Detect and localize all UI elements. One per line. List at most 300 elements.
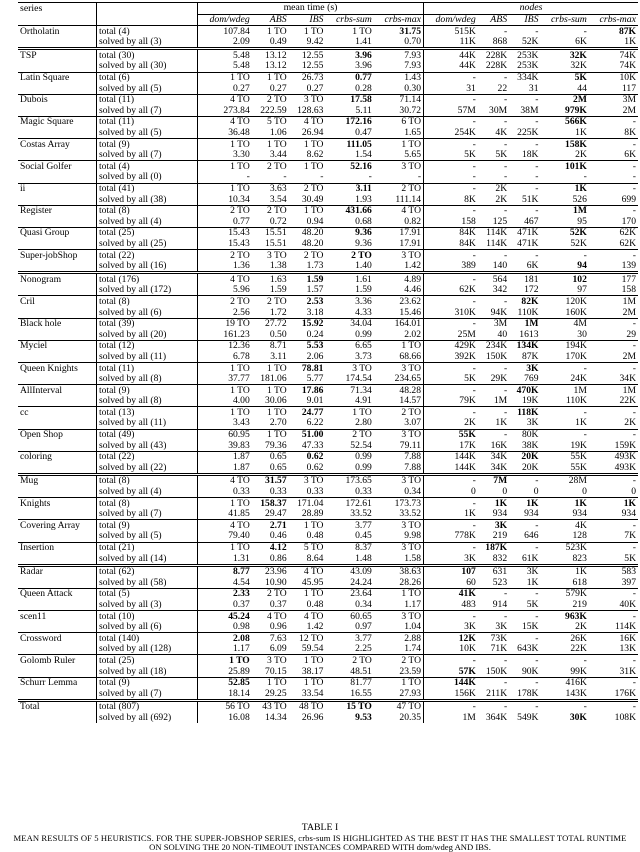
time-cell: 1 TO	[289, 139, 326, 150]
time-cell: 26.73	[289, 72, 326, 83]
nodes-cell: 832	[492, 552, 508, 564]
nodes-cell: 71K	[490, 643, 508, 655]
series-name: Magic Square	[18, 116, 97, 127]
time-cell: 52.16	[325, 161, 373, 172]
nodes-cell: 934	[572, 508, 587, 520]
nodes-cell: 44	[577, 82, 587, 94]
nodes-cell: -	[509, 250, 540, 261]
time-cell: 48.51	[350, 665, 372, 677]
time-cell: 2.71	[252, 520, 289, 531]
time-cell: 3.30	[232, 149, 250, 161]
time-cell: 161.23	[223, 328, 250, 340]
col-header: crbs-sum	[325, 14, 373, 26]
table-row	[18, 205, 638, 216]
series-name: Open Shop	[18, 429, 97, 440]
time-cell: -	[368, 171, 372, 183]
table-row	[18, 216, 638, 227]
col-header: IBS	[509, 14, 540, 26]
time-cell: 27.72	[252, 318, 289, 329]
nodes-cell: 125	[492, 215, 508, 227]
nodes-cell: 4K	[495, 127, 508, 139]
time-cell: 78.81	[289, 363, 326, 374]
time-cell: 47 TO	[374, 700, 424, 712]
time-cell: 1.06	[269, 127, 287, 139]
table-row	[18, 588, 638, 599]
table-row	[18, 238, 638, 249]
table-row	[18, 599, 638, 610]
row-label: total (39)	[97, 318, 198, 329]
row-label: total (9)	[97, 520, 198, 531]
nodes-cell: 134K	[509, 340, 540, 351]
table-row	[18, 83, 638, 94]
time-cell: 0.28	[355, 82, 372, 94]
time-cell: 12 TO	[289, 633, 326, 644]
table-row	[18, 462, 638, 474]
time-cell: 0.33	[269, 486, 287, 498]
nodes-cell: 1M	[462, 711, 476, 723]
time-cell: 1.48	[355, 552, 372, 564]
time-cell: 1.63	[252, 273, 289, 285]
time-cell: 0.68	[355, 215, 372, 227]
time-cell: 1.74	[374, 644, 424, 655]
nodes-cell: 158	[461, 215, 476, 227]
nodes-cell: -	[509, 205, 540, 216]
time-cell: 29.25	[265, 687, 287, 699]
time-cell: 12.55	[289, 49, 326, 61]
nodes-cell: -	[509, 611, 540, 622]
table-row	[18, 655, 638, 666]
time-cell: 1 TO	[198, 72, 252, 83]
time-cell: 3 TO	[374, 611, 424, 622]
nodes-cell: -	[472, 171, 476, 183]
nodes-cell: -	[424, 520, 478, 531]
nodes-cell: 643K	[517, 643, 539, 655]
row-label: solved by all (22)	[97, 462, 198, 474]
nodes-cell: -	[589, 205, 638, 216]
nodes-cell: 32K	[540, 49, 588, 61]
row-label: solved by all (18)	[97, 666, 198, 677]
row-label: solved by all (6)	[97, 622, 198, 633]
nodes-cell: 228K	[478, 49, 509, 61]
time-cell: 5.96	[232, 284, 250, 296]
series-name: Social Golfer	[18, 161, 97, 172]
nodes-cell: 618	[572, 576, 587, 588]
nodes-cell: 139	[621, 260, 636, 272]
table-row	[18, 105, 638, 116]
time-cell: 1 TO	[198, 183, 252, 194]
nodes-cell: -	[589, 542, 638, 553]
nodes-cell: 29	[626, 328, 636, 340]
time-cell: 8.37	[325, 542, 373, 553]
time-cell: 25.89	[228, 665, 250, 677]
nodes-cell: -	[509, 94, 540, 105]
nodes-cell: -	[424, 407, 478, 418]
nodes-cell: 150K	[485, 665, 508, 677]
time-cell: 3 TO	[252, 655, 289, 666]
table-row	[18, 577, 638, 588]
row-label: solved by all (38)	[97, 194, 198, 205]
nodes-cell: 483	[461, 598, 476, 610]
time-cell: 3 TO	[374, 474, 424, 486]
nodes-cell: 3K	[526, 417, 539, 429]
table-row	[18, 474, 638, 486]
nodes-cell: 219	[572, 598, 587, 610]
time-cell: 2 TO	[374, 183, 424, 194]
nodes-cell: 0	[471, 486, 476, 498]
nodes-cell: 310K	[454, 306, 476, 318]
nodes-cell: 30M	[489, 104, 508, 116]
nodes-cell: -	[424, 72, 478, 83]
time-cell: 3.63	[252, 183, 289, 194]
time-cell: 4 TO	[198, 116, 252, 127]
nodes-cell: -	[589, 588, 638, 599]
series-name: Mug	[18, 474, 97, 486]
row-label: total (9)	[97, 139, 198, 150]
time-cell: 1 TO	[289, 205, 326, 216]
time-cell: 2.08	[198, 633, 252, 644]
time-cell: 43 TO	[252, 700, 289, 712]
row-label: total (22)	[97, 250, 198, 261]
nodes-cell: 57M	[457, 104, 476, 116]
nodes-cell: -	[509, 633, 540, 644]
nodes-cell: 429K	[424, 340, 478, 351]
time-cell: 1 TO	[198, 407, 252, 418]
nodes-cell: 3K	[495, 621, 508, 633]
time-cell: 4.46	[374, 285, 424, 296]
nodes-cell: 19K	[570, 439, 587, 451]
time-cell: 2.88	[374, 633, 424, 644]
time-cell: 0.65	[269, 461, 287, 473]
time-cell: 4 TO	[198, 474, 252, 486]
nodes-cell: 2K	[495, 193, 508, 205]
table-row	[18, 418, 638, 429]
nodes-cell: 22K	[619, 395, 636, 407]
time-cell: 12.36	[198, 340, 252, 351]
time-cell: 0.96	[269, 621, 287, 633]
nodes-cell: 170	[621, 215, 636, 227]
nodes-cell: 41K	[424, 588, 478, 599]
time-cell: 10.34	[228, 193, 250, 205]
time-cell: 4.33	[355, 306, 372, 318]
time-cell: 31.75	[374, 26, 424, 37]
table-row	[18, 351, 638, 362]
nodes-cell: -	[509, 116, 540, 127]
series-name: AllInterval	[18, 385, 97, 396]
time-cell: 0.48	[306, 530, 324, 542]
nodes-cell: 52K	[570, 237, 587, 249]
time-cell: 0.70	[374, 37, 424, 49]
nodes-cell: 1M	[589, 385, 638, 396]
table-row	[18, 26, 638, 37]
time-cell: 4 TO	[289, 611, 326, 622]
time-cell: 3 TO	[252, 250, 289, 261]
nodes-cell: -	[509, 588, 540, 599]
time-cell: 0.65	[252, 451, 289, 462]
time-cell: 1 TO	[374, 139, 424, 150]
table-row	[18, 396, 638, 407]
nodes-cell: 493K	[614, 461, 636, 473]
row-label: total (4)	[97, 161, 198, 172]
row-label: solved by all (3)	[97, 37, 198, 49]
nodes-header: nodes	[424, 3, 638, 15]
time-cell: 1.57	[306, 284, 324, 296]
nodes-cell: 177	[589, 273, 638, 285]
table-row	[18, 429, 638, 440]
nodes-cell: 583	[589, 565, 638, 577]
nodes-cell: 94	[577, 260, 587, 272]
time-cell: 1.17	[232, 643, 250, 655]
nodes-cell: -	[540, 363, 588, 374]
nodes-cell: 10K	[589, 72, 638, 83]
time-cell: 5.48	[198, 49, 252, 61]
nodes-cell: -	[424, 273, 478, 285]
nodes-cell: 364K	[485, 711, 508, 723]
nodes-cell: 225K	[517, 127, 539, 139]
nodes-cell: 8K	[464, 193, 476, 205]
nodes-cell: 90K	[521, 665, 539, 677]
table-row	[18, 565, 638, 577]
time-cell: 30.72	[374, 105, 424, 116]
nodes-cell: 40K	[619, 598, 636, 610]
nodes-cell: 3K	[464, 621, 476, 633]
time-cell: 173.65	[325, 474, 373, 486]
series-header: series	[18, 3, 97, 15]
time-cell: 1.31	[232, 552, 250, 564]
nodes-cell: 15K	[521, 621, 539, 633]
row-label: total (41)	[97, 183, 198, 194]
time-cell: 30.06	[265, 395, 287, 407]
time-cell: 1 TO	[252, 139, 289, 150]
time-cell: 1 TO	[198, 139, 252, 150]
row-label: total (140)	[97, 633, 198, 644]
time-cell: 81.77	[325, 677, 373, 688]
col-header: ABS	[252, 14, 289, 26]
col-header: dom/wdeg	[424, 14, 478, 26]
time-cell: 34.04	[325, 318, 373, 329]
time-cell: 1 TO	[289, 677, 326, 688]
table-row	[18, 374, 638, 385]
time-cell: 4.00	[232, 395, 250, 407]
nodes-cell: 140	[492, 260, 508, 272]
nodes-cell: 107	[424, 565, 478, 577]
nodes-cell: 178K	[517, 687, 539, 699]
time-cell: 0.37	[269, 598, 287, 610]
nodes-cell: 114K	[615, 621, 636, 633]
nodes-cell: -	[424, 318, 478, 329]
nodes-cell: -	[589, 611, 638, 622]
series-name: Insertion	[18, 542, 97, 553]
time-cell: 5.48	[232, 60, 250, 72]
nodes-cell: 55K	[570, 461, 587, 473]
time-cell: 1.65	[374, 128, 424, 139]
row-label: total (25)	[97, 655, 198, 666]
table-row	[18, 509, 638, 520]
time-cell: 70.15	[265, 665, 287, 677]
nodes-cell: 150K	[485, 350, 508, 362]
time-cell: 1 TO	[374, 677, 424, 688]
time-cell: 9.36	[355, 237, 372, 249]
table-row	[18, 644, 638, 655]
nodes-cell: 211K	[486, 687, 508, 699]
nodes-cell: 493K	[589, 451, 638, 462]
caption-line-2: ON SOLVING THE 20 NON-TIMEOUT INSTANCES COMPARED WITH dom/wdeg AND IBS.	[149, 842, 491, 852]
time-cell: 3 TO	[374, 250, 424, 261]
time-cell: 0.27	[306, 82, 324, 94]
nodes-cell: 194K	[540, 340, 588, 351]
nodes-cell: 467	[524, 215, 539, 227]
nodes-cell: -	[424, 498, 478, 509]
time-cell: 1 TO	[198, 655, 252, 666]
nodes-cell: -	[509, 677, 540, 688]
time-cell: 1 TO	[289, 161, 326, 172]
time-cell: 172.61	[325, 498, 373, 509]
header-row-2	[18, 14, 638, 26]
row-label: total (62)	[97, 565, 198, 577]
nodes-cell: 868	[492, 36, 508, 48]
nodes-cell: 6K	[575, 36, 587, 48]
nodes-cell: -	[503, 171, 508, 183]
nodes-cell: 52K	[521, 36, 539, 48]
nodes-cell: -	[540, 407, 588, 418]
time-cell: 1 TO	[374, 340, 424, 351]
row-label: total (49)	[97, 429, 198, 440]
nodes-cell: -	[509, 700, 540, 712]
time-cell: 27.93	[374, 688, 424, 700]
table-row	[18, 285, 638, 296]
time-cell: 0.50	[269, 328, 287, 340]
nodes-cell: 80K	[509, 429, 540, 440]
nodes-cell: 52K	[540, 227, 588, 238]
nodes-cell: 55K	[540, 451, 588, 462]
time-cell: 6.09	[269, 643, 287, 655]
nodes-cell: 25M	[457, 328, 476, 340]
nodes-cell: 34K	[490, 461, 508, 473]
time-cell: 24.77	[289, 407, 326, 418]
nodes-cell: -	[589, 161, 638, 172]
nodes-cell: 1M	[589, 296, 638, 307]
time-cell: 0.82	[374, 216, 424, 227]
time-cell: 71.34	[325, 385, 373, 396]
nodes-cell: 3K	[509, 363, 540, 374]
col-header: ABS	[478, 14, 509, 26]
nodes-cell: 1K	[478, 498, 509, 509]
time-cell: 1.61	[325, 273, 373, 285]
time-cell: 5.65	[374, 150, 424, 161]
col-header: dom/wdeg	[198, 14, 252, 26]
nodes-cell: -	[478, 429, 509, 440]
time-cell: 4 TO	[289, 565, 326, 577]
nodes-cell: -	[509, 542, 540, 553]
time-cell: 15.43	[198, 227, 252, 238]
nodes-cell: 470K	[509, 385, 540, 396]
time-cell: 9.53	[355, 711, 372, 723]
nodes-cell: 342	[492, 284, 508, 296]
table-row	[18, 139, 638, 150]
time-cell: 1 TO	[198, 498, 252, 509]
nodes-cell: 7K	[624, 530, 636, 542]
row-label: solved by all (7)	[97, 509, 198, 520]
time-cell: 30.49	[301, 193, 324, 205]
time-cell: 2.09	[232, 36, 250, 48]
nodes-cell: 40	[497, 328, 508, 340]
table-row	[18, 94, 638, 105]
nodes-cell: 631	[478, 565, 509, 577]
time-cell: 4 TO	[252, 611, 289, 622]
time-cell: 0.33	[306, 486, 324, 498]
table-row	[18, 542, 638, 553]
row-label: total (25)	[97, 227, 198, 238]
table-row	[18, 172, 638, 183]
time-cell: 2 TO	[374, 655, 424, 666]
table-row	[18, 318, 638, 329]
table-row	[18, 227, 638, 238]
nodes-cell: 5K	[464, 373, 476, 385]
time-cell: 111.05	[325, 139, 373, 150]
nodes-cell: 117	[621, 82, 636, 94]
nodes-cell: 1K	[575, 127, 587, 139]
nodes-cell: -	[478, 588, 509, 599]
row-label: solved by all (7)	[97, 150, 198, 161]
time-cell: 1.73	[306, 260, 324, 272]
nodes-cell: 13K	[619, 643, 636, 655]
time-cell: 60.65	[325, 611, 373, 622]
table-row	[18, 150, 638, 161]
nodes-cell: -	[509, 26, 540, 37]
time-cell: 107.84	[198, 26, 252, 37]
time-cell: 0.72	[269, 215, 287, 227]
table-row	[18, 622, 638, 633]
time-cell: -	[374, 172, 424, 183]
time-cell: 12.55	[301, 60, 324, 72]
time-cell: 6.78	[232, 350, 250, 362]
nodes-cell: -	[478, 611, 509, 622]
nodes-cell: 31K	[619, 665, 636, 677]
row-label: solved by all (3)	[97, 599, 198, 610]
time-cell: 2.33	[198, 588, 252, 599]
time-cell: 4 TO	[198, 273, 252, 285]
nodes-cell: 566K	[540, 116, 588, 127]
table-row	[18, 296, 638, 307]
nodes-cell: -	[589, 429, 638, 440]
time-cell: 1.58	[374, 553, 424, 565]
time-cell: 128.63	[297, 104, 324, 116]
series-name: Nonogram	[18, 273, 97, 285]
time-cell: 2.56	[232, 306, 250, 318]
time-cell: 1.41	[355, 36, 372, 48]
series-name: coloring	[18, 451, 97, 462]
row-label: solved by all (30)	[97, 61, 198, 72]
row-label: total (8)	[97, 474, 198, 486]
nodes-cell: 1K	[624, 36, 636, 48]
nodes-cell: 1K	[540, 565, 588, 577]
time-cell: 15.43	[228, 237, 250, 249]
nodes-cell: 51K	[521, 193, 539, 205]
time-cell: 79.11	[374, 440, 424, 451]
time-cell: 10.90	[265, 576, 287, 588]
time-cell: 4 TO	[198, 94, 252, 105]
nodes-cell: -	[478, 72, 509, 83]
time-cell: 20.35	[374, 712, 424, 723]
nodes-cell: 144K	[454, 461, 476, 473]
table-row	[18, 340, 638, 351]
nodes-cell: 979K	[565, 104, 587, 116]
time-cell: 5.53	[289, 340, 326, 351]
nodes-cell: 254K	[454, 127, 476, 139]
time-cell: 17.86	[289, 385, 326, 396]
nodes-cell: 5K	[526, 598, 539, 610]
nodes-cell: 38K	[521, 439, 539, 451]
nodes-cell: 5K	[624, 552, 636, 564]
